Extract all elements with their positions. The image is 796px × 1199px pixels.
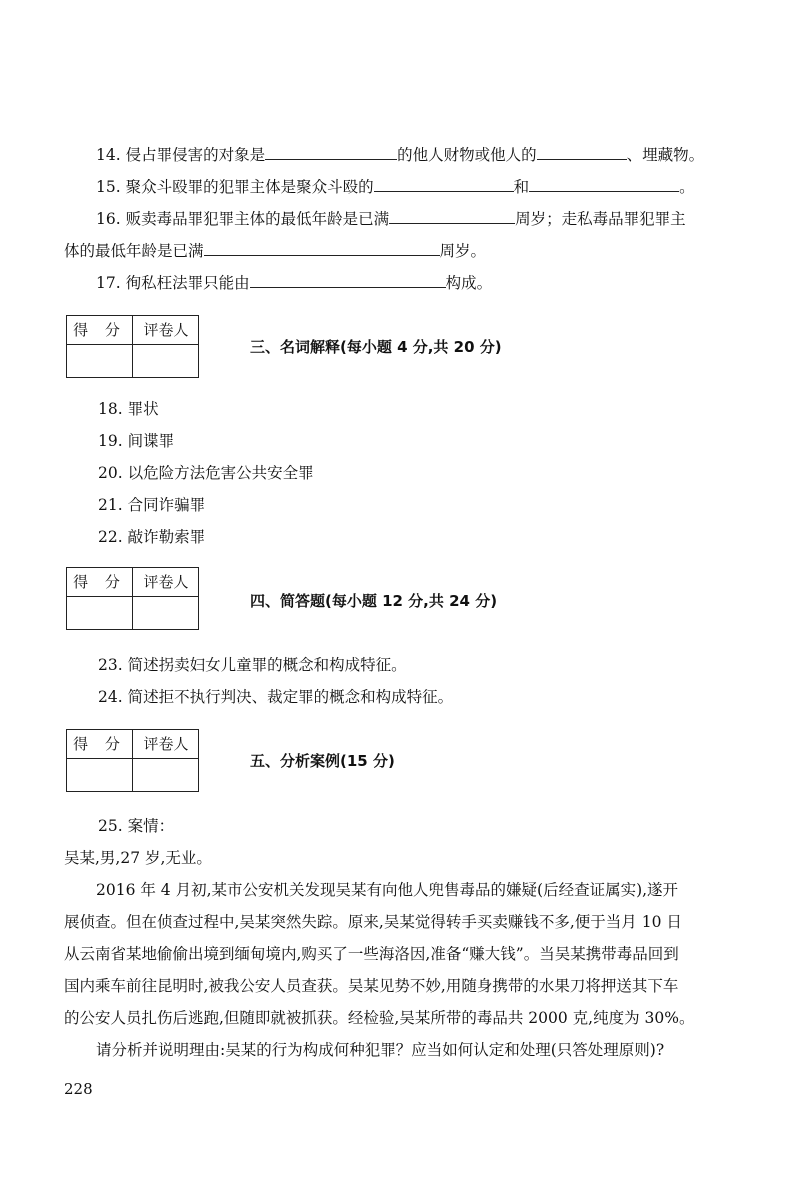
question-16-line-2 bbox=[64, 238, 486, 262]
q17-text-after: 构成。 bbox=[445, 274, 493, 292]
section-3-title: 三、名词解释(每小题 4 分,共 20 分) bbox=[250, 338, 502, 356]
question-15 bbox=[96, 174, 695, 198]
score-label: 得 分 bbox=[73, 573, 126, 591]
q15-blank-1 bbox=[374, 174, 514, 192]
score-table-section-5 bbox=[66, 729, 199, 792]
short-answer-item: 23. 简述拐卖妇女儿童罪的概念和构成特征。 bbox=[98, 656, 407, 674]
grader-label: 评卷人 bbox=[143, 321, 189, 339]
q16-line2-text-before: 体的最低年龄是已满 bbox=[64, 242, 204, 260]
case-body-line: 展侦查。但在侦查过程中,吴某突然失踪。原来,吴某觉得转手买卖赚钱不多,便于当月 10 日 bbox=[64, 913, 682, 931]
q17-blank bbox=[250, 270, 446, 288]
score-label: 得 分 bbox=[73, 321, 126, 339]
q15-text-middle: 和 bbox=[513, 178, 530, 196]
page-number: 228 bbox=[64, 1080, 93, 1098]
case-body-line: 从云南省某地偷偷出境到缅甸境内,购买了一些海洛因,准备“赚大钱”。当吴某携带毒品回到 bbox=[64, 945, 679, 963]
case-question: 请分析并说明理由:吴某的行为构成何种犯罪？应当如何认定和处理(只答处理原则)? bbox=[96, 1041, 665, 1059]
q15-text-before: 15. 聚众斗殴罪的犯罪主体是聚众斗殴的 bbox=[96, 178, 374, 196]
case-body-line: 的公安人员扎伤后逃跑,但随即就被抓获。经检验,吴某所带的毒品共 2000 克,纯度为 30%。 bbox=[64, 1009, 695, 1027]
q16-blank-1 bbox=[389, 206, 515, 224]
q16-blank-2 bbox=[204, 238, 440, 256]
grader-label: 评卷人 bbox=[143, 573, 189, 591]
case-body-line: 2016 年 4 月初,某市公安机关发现吴某有向他人兜售毒品的嫌疑(后经查证属实),遂开 bbox=[96, 881, 679, 899]
q16-text-after: 周岁；走私毒品罪犯罪主 bbox=[515, 210, 686, 228]
q14-text-before: 14. 侵占罪侵害的对象是 bbox=[96, 146, 266, 164]
term-item: 21. 合同诈骗罪 bbox=[98, 496, 206, 514]
case-title: 25. 案情： bbox=[98, 817, 175, 835]
q14-text-middle: 的他人财物或他人的 bbox=[397, 146, 537, 164]
q17-text-before: 17. 徇私枉法罪只能由 bbox=[96, 274, 250, 292]
question-14 bbox=[96, 142, 704, 166]
section-4-title: 四、简答题(每小题 12 分,共 24 分) bbox=[250, 592, 498, 610]
q16-text-before: 16. 贩卖毒品罪犯罪主体的最低年龄是已满 bbox=[96, 210, 390, 228]
term-item: 20. 以危险方法危害公共安全罪 bbox=[98, 464, 314, 482]
case-person: 吴某,男,27 岁,无业。 bbox=[64, 849, 212, 867]
short-answer-item: 24. 简述拒不执行判决、裁定罪的概念和构成特征。 bbox=[98, 688, 454, 706]
case-body-line: 国内乘车前往昆明时,被我公安人员查获。吴某见势不妙,用随身携带的水果刀将押送其下车 bbox=[64, 977, 679, 995]
q14-blank-1 bbox=[265, 142, 397, 160]
q16-line2-text-after: 周岁。 bbox=[439, 242, 487, 260]
q14-text-after: 、埋藏物。 bbox=[626, 146, 705, 164]
score-label: 得 分 bbox=[73, 735, 126, 753]
section-5-title: 五、分析案例(15 分) bbox=[250, 752, 395, 770]
q14-blank-2 bbox=[537, 142, 627, 160]
question-17 bbox=[96, 270, 492, 294]
grader-label: 评卷人 bbox=[143, 735, 189, 753]
score-table-section-4 bbox=[66, 567, 199, 630]
question-16-line-1 bbox=[96, 206, 686, 230]
term-item: 18. 罪状 bbox=[98, 400, 159, 418]
q15-text-after: 。 bbox=[679, 178, 695, 196]
term-item: 19. 间谍罪 bbox=[98, 432, 175, 450]
term-item: 22. 敲诈勒索罪 bbox=[98, 528, 206, 546]
q15-blank-2 bbox=[529, 174, 679, 192]
score-table-section-3 bbox=[66, 315, 199, 378]
